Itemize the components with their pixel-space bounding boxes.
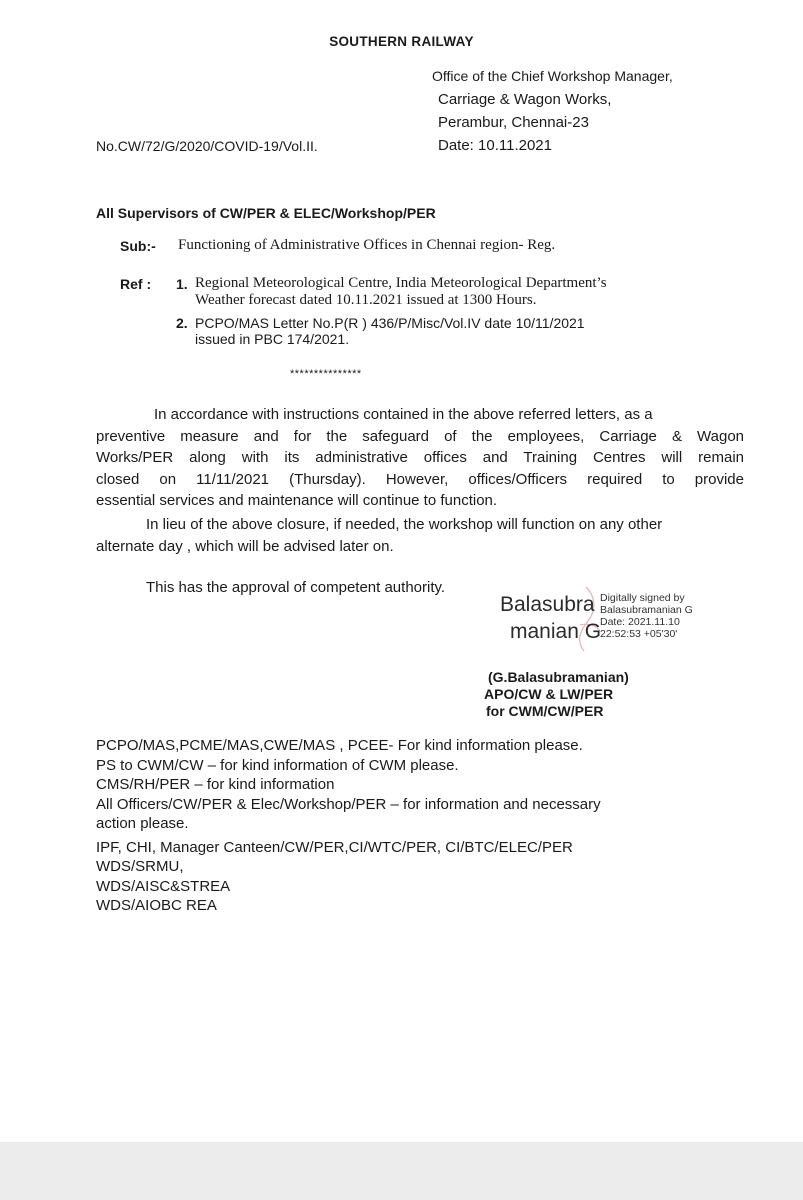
bottom-margin-strip (0, 1142, 803, 1200)
subject-text: Functioning of Administrative Offices in Chennai region- Reg. (178, 237, 556, 253)
body-paragraph-1-line: Works/PER along with its administrative offices and Training Centres will remain (96, 449, 744, 466)
reference-2-line-2: issued in PBC 174/2021. (195, 331, 350, 347)
body-paragraph-1 (96, 404, 744, 512)
digital-signature-details (600, 592, 693, 640)
copy-to-item: CMS/RH/PER – for kind information (96, 776, 335, 793)
body-paragraph-1-line: essential services and maintenance will continue to function. (96, 492, 498, 509)
reference-1-line-1: Regional Meteorological Centre, India Meteorological Department’s (195, 275, 607, 291)
office-line-1: Office of the Chief Workshop Manager, (432, 68, 673, 84)
organization-header: SOUTHERN RAILWAY (329, 34, 474, 49)
office-line-2: Carriage & Wagon Works, (438, 91, 612, 108)
signatory-for-line: for CWM/CW/PER (486, 703, 604, 719)
copy-to-item: All Officers/CW/PER & Elec/Workshop/PER – for information and necessary (96, 795, 601, 813)
signature-name-line-2: manian G (510, 620, 602, 643)
approval-statement: This has the approval of competent authority. (146, 579, 446, 596)
subject-label: Sub:- (120, 238, 156, 254)
reference-2-line-1: PCPO/MAS Letter No.P(R ) 436/P/Misc/Vol.IV date 10/11/2021 (195, 315, 585, 331)
digital-signature-line: 22:52:53 +05'30' (600, 628, 678, 640)
reference-1-number: 1. (176, 276, 188, 292)
body-paragraph-1-line: closed on 11/11/2021 (Thursday). However, offices/Officers required to provide (96, 470, 744, 488)
copy-to-item: WDS/SRMU, (96, 858, 184, 875)
signatory-name: (G.Balasubramanian) (488, 669, 629, 685)
copy-to-item: PCPO/MAS,PCME/MAS,CWE/MAS , PCEE- For kind information please. (96, 737, 583, 754)
reference-1-line-2: Weather forecast dated 10.11.2021 issued at 1300 Hours. (195, 292, 537, 308)
body-paragraph-2-line: In lieu of the above closure, if needed, the workshop will function on any other (146, 516, 663, 533)
reference-label: Ref : (120, 276, 152, 292)
signatory-designation: APO/CW & LW/PER (484, 686, 614, 702)
body-paragraph-1-line: preventive measure and for the safeguard of the employees, Carriage & Wagon (96, 427, 744, 445)
digital-signature-line: Date: 2021.11.10 (600, 616, 680, 628)
body-paragraph-2 (96, 514, 744, 557)
letter-date: Date: 10.11.2021 (438, 137, 552, 154)
separator-asterisks: *************** (290, 368, 362, 380)
copy-to-item: WDS/AISC&STREA (96, 877, 231, 895)
addressee: All Supervisors of CW/PER & ELEC/Workshop/PER (96, 205, 436, 221)
body-paragraph-2-line: alternate day , which will be advised later on. (96, 537, 394, 555)
body-paragraph-1-line: In accordance with instructions contained in the above referred letters, as a (154, 406, 653, 423)
copy-to-item: PS to CWM/CW – for kind information of CWM please. (96, 756, 459, 774)
copy-to-item: IPF, CHI, Manager Canteen/CW/PER,CI/WTC/PER, CI/BTC/ELEC/PER (96, 838, 573, 856)
copy-to-item: action please. (96, 815, 189, 832)
digital-signature-line: Balasubramanian G (600, 604, 693, 616)
office-line-3: Perambur, Chennai-23 (438, 114, 589, 131)
signature-name-line-1: Balasubra (500, 593, 595, 616)
digital-signature-line: Digitally signed by (600, 592, 685, 604)
copy-to-item: WDS/AIOBC REA (96, 897, 217, 914)
copy-to-list (96, 736, 696, 916)
reference-2-number: 2. (176, 315, 188, 331)
reference-number: No.CW/72/G/2020/COVID-19/Vol.II. (96, 138, 318, 154)
